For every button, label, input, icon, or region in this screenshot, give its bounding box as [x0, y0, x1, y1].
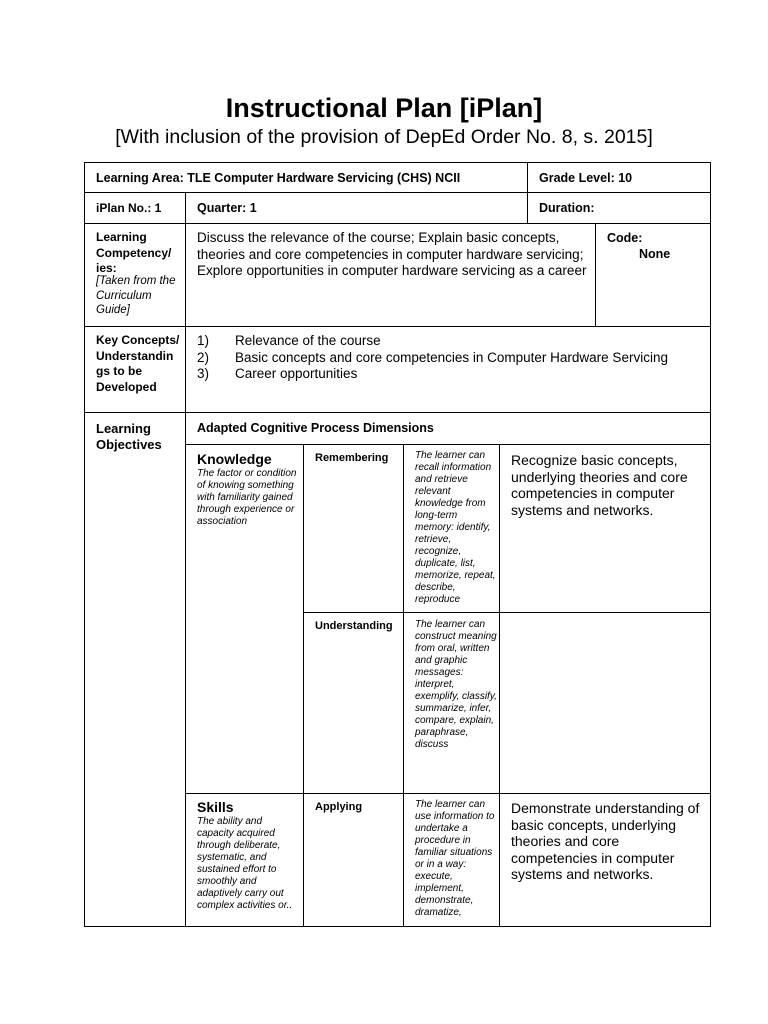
remembering-description: The learner can recall information and retrieve relevant knowledge from long-term memory: identify, retrieve, recognize, duplicate, list, memorize, repeat, describe, reproduce: [415, 450, 496, 605]
applying-label: Applying: [315, 801, 363, 813]
col-divider: [185, 192, 186, 926]
code-label: Code:: [607, 231, 643, 245]
row-divider: [185, 793, 711, 794]
page-title: Instructional Plan [iPlan]: [225, 93, 543, 123]
learning-objectives-label: Learning Objectives: [96, 421, 162, 452]
row-divider: [84, 192, 711, 193]
list-item: 3) Career opportunities: [197, 366, 358, 381]
row-divider: [84, 223, 711, 224]
remembering-label: Remembering: [315, 452, 389, 464]
skills-description: The ability and capacity acquired through deliberate, systematic, and sustained effort to smoothly and adaptively carry out complex activities or..: [197, 816, 293, 911]
table-border-bottom: [84, 926, 711, 927]
knowledge-title: Knowledge: [197, 451, 272, 467]
col-divider: [403, 444, 404, 926]
col-divider: [499, 444, 500, 926]
learning-area: Learning Area: TLE Computer Hardware Servicing (CHS) NCII: [96, 171, 461, 185]
key-concepts-label: Key Concepts/ Understandin gs to be Developed: [96, 333, 180, 394]
applying-objective: Demonstrate understanding of basic concepts, underlying theories and core competencies in computer systems and networks.: [511, 800, 700, 882]
applying-description: The learner can use information to undertake a procedure in familiar situations or in a way: execute, implement, demonstrate, dramatize,: [415, 799, 495, 918]
list-item: 1) Relevance of the course: [197, 333, 381, 348]
list-item: 2) Basic concepts and core competencies in Computer Hardware Servicing: [197, 349, 668, 365]
page-subtitle: [With inclusion of the provision of DepEd Order No. 8, s. 2015]: [115, 126, 653, 148]
row-divider: [84, 412, 711, 413]
learning-competency-label: Learning Competency/ ies:: [96, 230, 172, 275]
iplan-number: iPlan No.: 1: [96, 201, 162, 215]
skills-title: Skills: [197, 799, 234, 815]
code-value: None: [639, 247, 671, 261]
table-border-left: [84, 162, 85, 927]
row-divider: [84, 326, 711, 327]
table-border-top: [84, 162, 711, 163]
row-divider: [303, 612, 711, 613]
col-divider: [595, 223, 596, 326]
quarter: Quarter: 1: [197, 201, 257, 215]
table-border-right: [710, 162, 711, 927]
understanding-description: The learner can construct meaning from oral, written and graphic messages: interpret, exemplify, classify, summarize, infer, compare, explain, paraphrase, discuss: [415, 619, 497, 750]
grade-level: Grade Level: 10: [539, 171, 633, 185]
col-divider: [303, 444, 304, 926]
understanding-label: Understanding: [315, 620, 393, 632]
learning-competency-note: [Taken from the Curriculum Guide]: [96, 275, 176, 316]
row-divider: [185, 444, 711, 445]
key-concepts-list: [197, 333, 702, 383]
duration: Duration:: [539, 201, 595, 215]
learning-competency-text: Discuss the relevance of the course; Explain basic concepts, theories and core competencies in computer hardware servicing; Explore opportunities in computer hardware servicing as a career: [197, 230, 587, 278]
remembering-objective: Recognize basic concepts, underlying theories and core competencies in computer systems and networks.: [511, 452, 688, 518]
cognitive-dimensions-header: Adapted Cognitive Process Dimensions: [197, 421, 434, 435]
knowledge-description: The factor or condition of knowing something with familiarity gained through experience or association: [197, 468, 297, 527]
col-divider: [527, 162, 528, 223]
iplan-table: [84, 162, 711, 927]
